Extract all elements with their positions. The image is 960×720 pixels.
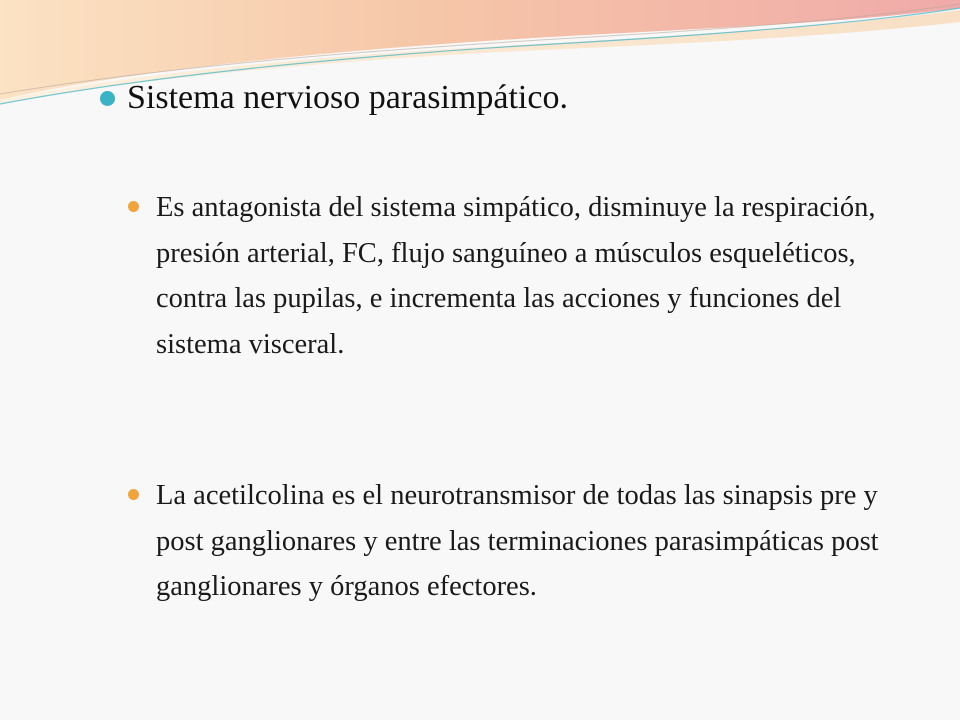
- bullet-text-2: La acetilcolina es el neurotransmisor de todas las sinapsis pre y post ganglionares y entre las terminaciones parasimpáticas post ganglionares y órganos efectores.: [156, 480, 879, 602]
- bullet-item-2: [128, 473, 908, 610]
- bullet-dot-icon: [128, 201, 139, 212]
- bullet-dot-icon: [128, 489, 139, 500]
- slide-title: Sistema nervioso parasimpático.: [127, 79, 568, 116]
- bullet-item-1: [128, 185, 908, 367]
- bullet-text-1: Es antagonista del sistema simpático, disminuye la respiración, presión arterial, FC, flujo sanguíneo a músculos esqueléticos, contra las pupilas, e incrementa las acciones y funciones del sistema visceral.: [156, 192, 876, 360]
- slide-title-row: [100, 76, 920, 120]
- title-bullet-icon: [100, 91, 115, 106]
